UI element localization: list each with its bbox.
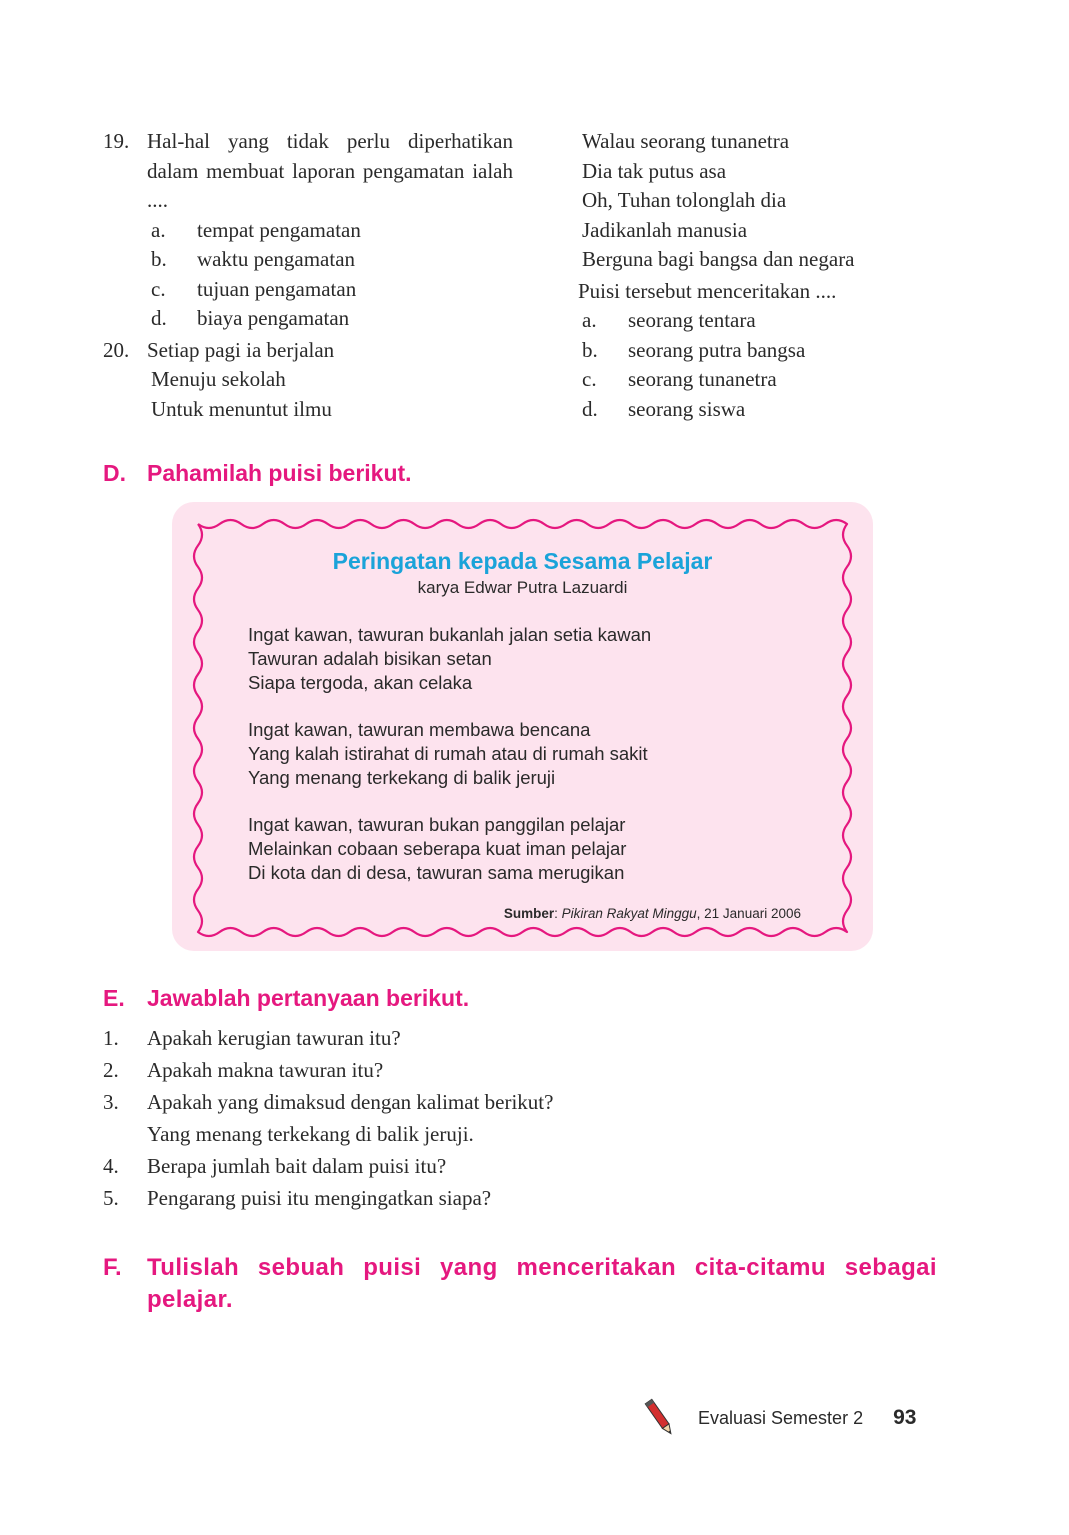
- section-d-heading: [103, 460, 412, 487]
- page-number: 93: [893, 1406, 917, 1429]
- question-text: Hal-hal yang tidak perlu diperhatikan dalam membuat laporan pengamatan ialah ....: [147, 129, 513, 212]
- poem-line: Ingat kawan, tawuran bukanlah jalan setia kawan: [248, 624, 652, 645]
- question-prompt: Puisi tersebut menceritakan ....: [578, 278, 837, 303]
- section-letter: F.: [103, 1254, 122, 1281]
- verse-line: Dia tak putus asa: [582, 158, 727, 183]
- option-d: d. seorang siswa: [582, 396, 746, 421]
- option-c: c. tujuan pengamatan: [151, 276, 357, 301]
- poem-line: Yang menang terkekang di balik jeruji: [248, 767, 556, 788]
- verse-line: Jadikanlah manusia: [582, 217, 748, 242]
- source-date: , 21 Januari 2006: [696, 906, 801, 921]
- list-item: 1. Apakah kerugian tawuran itu?: [103, 1026, 401, 1050]
- poem-stanza-2: [248, 718, 648, 790]
- question-20: [103, 336, 513, 425]
- option-a: a. tempat pengamatan: [151, 217, 361, 242]
- section-letter: D.: [103, 460, 126, 486]
- poem-line: Melainkan cobaan seberapa kuat iman pelajar: [248, 838, 627, 859]
- verse-line: Walau seorang tunanetra: [582, 129, 790, 153]
- poem-line: Ingat kawan, tawuran membawa bencana: [248, 719, 591, 740]
- source-label: Sumber: [503, 906, 555, 921]
- poem-stanza-3: [248, 813, 626, 885]
- option-d: d. biaya pengamatan: [151, 306, 350, 330]
- left-column: [103, 127, 513, 424]
- option-b: b. waktu pengamatan: [151, 247, 356, 271]
- section-f-heading: [103, 1252, 937, 1316]
- poem-stanza-1: [248, 623, 651, 695]
- poem-line: Tawuran adalah bisikan setan: [248, 648, 492, 669]
- poem-line: Ingat kawan, tawuran bukan panggilan pelajar: [248, 814, 626, 835]
- list-item-sub: Yang menang terkekang di balik jeruji.: [147, 1122, 474, 1146]
- question-list: [103, 1022, 933, 1214]
- section-title: Jawablah pertanyaan berikut.: [147, 985, 470, 1011]
- page-footer: [640, 1396, 916, 1440]
- poem-title: Peringatan kepada Sesama Pelajar: [332, 548, 713, 574]
- verse-line: Untuk menuntut ilmu: [151, 396, 332, 421]
- list-item: 3. Apakah yang dimaksud dengan kalimat berikut?: [103, 1090, 554, 1114]
- question-number: 19.: [103, 129, 130, 153]
- source-publication: Pikiran Rakyat Minggu: [561, 906, 697, 921]
- option-c: c. seorang tunanetra: [582, 367, 777, 391]
- poem-line: Di kota dan di desa, tawuran sama merugikan: [248, 862, 625, 883]
- poem-source: Sumber: Pikiran Rakyat Minggu, 21 Januari 2006: [503, 906, 801, 921]
- verse-line: Berguna bagi bangsa dan negara: [582, 247, 855, 271]
- section-e-heading: [103, 985, 469, 1012]
- section-letter: E.: [103, 985, 125, 1011]
- section-title: Tulislah sebuah puisi yang menceritakan cita-citamu sebagai pelajar.: [147, 1254, 937, 1313]
- poem-line: Yang kalah istirahat di rumah atau di rumah sakit: [248, 743, 648, 764]
- question-number: 20.: [103, 337, 130, 362]
- pencil-icon: [640, 1396, 680, 1440]
- list-item: 2. Apakah makna tawuran itu?: [103, 1058, 384, 1082]
- poem-line: Siapa tergoda, akan celaka: [248, 672, 473, 693]
- option-b: b. seorang putra bangsa: [582, 337, 806, 362]
- list-item: 5. Pengarang puisi itu mengingatkan siapa?: [103, 1186, 492, 1210]
- poem-author: karya Edwar Putra Lazuardi: [417, 578, 628, 597]
- list-item: 4. Berapa jumlah bait dalam puisi itu?: [103, 1154, 447, 1178]
- verse-line: Menuju sekolah: [151, 367, 286, 391]
- section-title: Pahamilah puisi berikut.: [147, 460, 412, 486]
- verse-line: Setiap pagi ia berjalan: [147, 337, 335, 362]
- question-19: [103, 127, 513, 334]
- footer-label: Evaluasi Semester 2: [698, 1407, 864, 1428]
- verse-line: Oh, Tuhan tolonglah dia: [582, 188, 787, 212]
- option-a: a. seorang tentara: [582, 308, 756, 332]
- right-column: [578, 127, 908, 424]
